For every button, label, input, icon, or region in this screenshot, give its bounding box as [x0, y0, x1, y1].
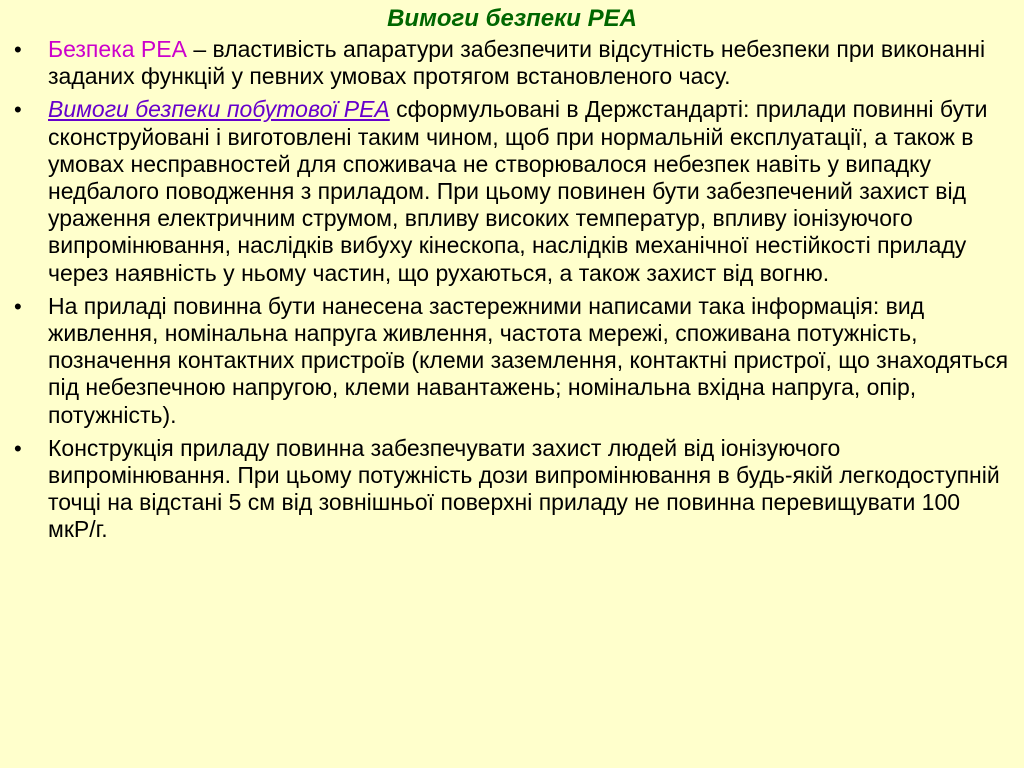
bullet-dot-icon: •	[14, 97, 22, 123]
bullet-item-radiation-protection	[14, 435, 1014, 544]
bullet-text: Конструкція приладу повинна забезпечувати захист людей від іонізуючого випромінювання. При цьому потужність дози випромінювання в будь-якій легкодоступній точці на відстані 5 см від зовнішньої поверхні приладу не повинна перевищувати 100 мкР/г.	[48, 434, 1000, 543]
bullet-dot-icon: •	[14, 37, 22, 62]
bullet-item-household-requirements	[14, 96, 1014, 286]
slide-title: Вимоги безпеки РЕА	[387, 5, 637, 32]
bullet-dot-icon: •	[14, 435, 22, 461]
bullet-text: – властивість апаратури забезпечити відсутність небезпеки при виконанні заданих функцій у певних умовах протягом встановленого часу.	[48, 36, 986, 90]
bullet-list	[14, 36, 1014, 550]
bullet-text: сформульовані в Держстандарті: прилади повинні бути сконструйовані і виготовлені таким чином, щоб при нормальній експлуатації, а також в умовах несправностей для споживача не створювалося небезпек навіть у випадку недбалого поводження з приладом. При цьому повинен бути забезпечений захист від ураження електричним струмом, впливу високих температур, впливу іонізуючого випромінювання, наслідків вибуху кінескопа, наслідків механічної нестійкості приладу через наявність у ньому частин, що рухаються, а також захист від вогню.	[48, 96, 988, 286]
bullet-text: На приладі повинна бути нанесена застережними написами така інформація: вид живлення, номінальна напруга живлення, частота мережі, споживана потужність, позначення контактних пристроїв (клеми заземлення, контактні пристрої, що знаходяться під небезпечною напругою, клеми навантажень; номінальна вхідна напруга, опір, потужність).	[48, 292, 1009, 428]
bullet-item-safety-definition	[14, 36, 1014, 90]
term-safety: Безпека РЕА	[48, 36, 187, 62]
bullet-dot-icon: •	[14, 293, 22, 319]
bullet-item-labeling	[14, 293, 1014, 429]
household-requirements-link[interactable]: Вимоги безпеки побутової РЕА	[48, 96, 390, 123]
